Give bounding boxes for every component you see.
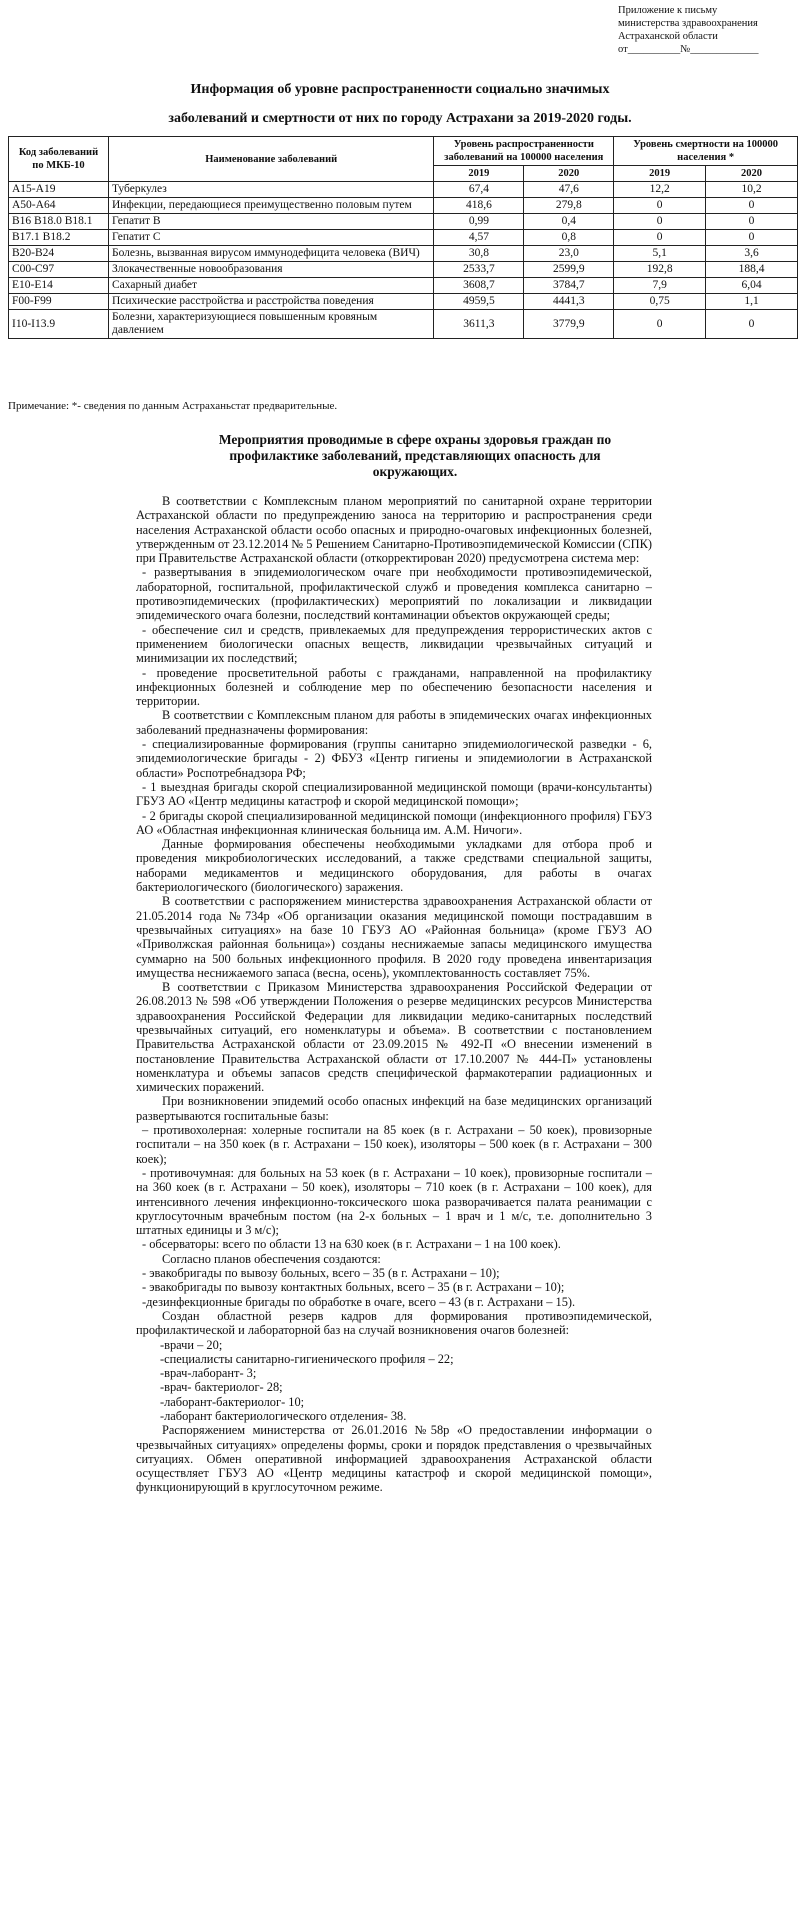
cell-prevalence-2020: 3784,7 (524, 278, 614, 294)
cell-mortality-2019: 0,75 (614, 294, 706, 310)
list-item: -лаборант бактериологического отделения- 38. (160, 1409, 407, 1423)
cell-disease-name: Туберкулез (108, 182, 433, 198)
paragraph: В соответствии с Комплексным планом для работы в эпидемических очагах инфекционных заболеваний предназначены формирования: (136, 708, 652, 737)
paragraph: - проведение просветительной работы с гражданами, направленной на профилактику инфекционных болезней и соблюдение мер по обеспечению безопасности населения и территории. (136, 665, 652, 709)
cell-disease-name: Злокачественные новообразования (108, 262, 433, 278)
cell-prevalence-2019: 3611,3 (434, 310, 524, 339)
paragraph: - противочумная: для больных на 53 коек (в г. Астрахани – 10 коек), провизорные госпитали – на 360 коек (в г. Астрахани – 50 коек), изоляторы – 710 коек (в г. Астрахани – 100 коек), для интенсивного лечения инфекционно-токсического шока разворачивается палата реанимации с круглосуточным врачебным постом (на 2-х больных – 1 врач и 1 м/с, т.е. дополнительно 3 штатных единицы и 3 м/с); (136, 1165, 652, 1238)
cell-mortality-2019: 7,9 (614, 278, 706, 294)
body-text (136, 494, 652, 1495)
cell-prevalence-2020: 3779,9 (524, 310, 614, 339)
cell-prevalence-2019: 0,99 (434, 214, 524, 230)
document-title-line-2: заболеваний и смертности от них по городу Астрахани за 2019-2020 годы. (168, 111, 632, 126)
cell-prevalence-2020: 23,0 (524, 246, 614, 262)
table-body (9, 182, 798, 339)
cell-disease-name: Инфекции, передающиеся преимущественно половым путем (108, 198, 433, 214)
cell-disease-name: Гепатит С (108, 230, 433, 246)
cell-mortality-2020: 0 (706, 214, 798, 230)
cell-code: B16 B18.0 B18.1 (9, 214, 109, 230)
header-mortality: Уровень смертности на 100000 населения * (614, 137, 798, 166)
cell-mortality-2019: 0 (614, 230, 706, 246)
cell-prevalence-2020: 4441,3 (524, 294, 614, 310)
attachment-line: от__________№_____________ (618, 44, 759, 55)
cell-mortality-2020: 0 (706, 230, 798, 246)
cell-disease-name: Сахарный диабет (108, 278, 433, 294)
table-row (9, 294, 798, 310)
cell-mortality-2019: 12,2 (614, 182, 706, 198)
cell-prevalence-2019: 2533,7 (434, 262, 524, 278)
header-year: 2019 (614, 166, 706, 182)
attachment-line: министерства здравоохранения (618, 18, 758, 29)
paragraph: В соответствии с Приказом Министерства здравоохранения Российской Федерации от 26.08.2013 № 598 «Об утверждении Положения о резерве медицинских ресурсов Министерства здравоохранения Российской Федерации для ликвидации медико-санитарных последствий чрезвычайных ситуаций, его номенклатуры и объема». В соответствии с постановлением Правительства Астраханской области от 23.09.2015 № 492-П «О внесении изменений в постановление Правительства Астраханской области от 17.10.2007 № 444-П» установлены номенклатура и объемы запасов средств специфической фармакотерапии радиационных и химических поражений. (136, 980, 652, 1095)
cell-prevalence-2020: 279,8 (524, 198, 614, 214)
cell-mortality-2020: 0 (706, 310, 798, 339)
cell-mortality-2020: 188,4 (706, 262, 798, 278)
cell-code: I10-I13.9 (9, 310, 109, 339)
cell-prevalence-2020: 0,8 (524, 230, 614, 246)
paragraph: - обсерваторы: всего по области 13 на 630 коек (в г. Астрахани – 1 на 100 коек). (142, 1237, 561, 1252)
header-year: 2019 (434, 166, 524, 182)
cell-disease-name: Болезнь, вызванная вирусом иммунодефицита человека (ВИЧ) (108, 246, 433, 262)
paragraph: Создан областной резерв кадров для формирования противоэпидемической, профилактической и лабораторной баз на случай возникновения очагов болезней: (136, 1308, 652, 1338)
paragraph: При возникновении эпидемий особо опасных инфекций на базе медицинских организаций развертываются госпитальные базы: (136, 1094, 652, 1123)
cell-prevalence-2019: 4,57 (434, 230, 524, 246)
paragraph: Данные формирования обеспечены необходимыми укладками для отбора проб и проведения микробиологических исследований, а также средствами специальной защиты, наборами медикаментов и медицинского оборудования, для работы в очагах бактериологического (биологического) заражения. (136, 837, 652, 895)
paragraph: В соответствии с распоряжением министерства здравоохранения Астраханской области от 21.05.2014 года №734р «Об организации оказания медицинской помощи пострадавшим в чрезвычайных ситуациях» на базе 10 ГБУЗ АО «Районная больница» (кроме ГБУЗ АО «Приволжская районная больница») созданы неснижаемые запасы медицинского имущества суммарно на 500 больных инфекционного профиля. В 2020 году проведена инвентаризация имущества неснижаемого запаса (весна, осень), укомплектованность составляет 75%. (136, 894, 652, 980)
paragraph: - специализированные формирования (группы санитарно эпидемиологической разведки - 6, эпидемиологические бригады - 2) ФБУЗ «Центр гигиены и эпидемиологии в Астраханской области» Роспотребнадзора РФ; (136, 737, 652, 780)
paragraph: - развертывания в эпидемиологическом очаге при необходимости противоэпидемической, лабораторной, госпитальной, профилактической служб и проведения комплекса санитарно – противоэпидемических (профилактических) мероприятий по локализации и ликвидации эпидемического очага болезни, последствий контаминации объектов окружающей среды; (136, 565, 652, 623)
paragraph: - эвакобригады по вывозу контактных больных, всего – 35 (в г. Астрахани – 10); (142, 1280, 565, 1295)
table-row (9, 262, 798, 278)
statistics-table (8, 136, 798, 339)
cell-prevalence-2019: 3608,7 (434, 278, 524, 294)
table-row (9, 246, 798, 262)
header-code: Код заболеваний по МКБ-10 (9, 137, 109, 182)
document-title-line-1: Информация об уровне распространенности социально значимых (190, 82, 610, 97)
cell-prevalence-2019: 418,6 (434, 198, 524, 214)
cell-prevalence-2019: 4959,5 (434, 294, 524, 310)
list-item: -врач-лаборант- 3; (160, 1366, 257, 1381)
table-row (9, 182, 798, 198)
cell-mortality-2019: 0 (614, 214, 706, 230)
cell-prevalence-2020: 0,4 (524, 214, 614, 230)
cell-prevalence-2020: 47,6 (524, 182, 614, 198)
list-item: -врач- бактериолог- 28; (160, 1380, 283, 1395)
paragraph: – противохолерная: холерные госпитали на 85 коек (в г. Астрахани – 50 коек), провизорные госпитали – на 350 коек (в г. Астрахани – 150 коек), изоляторы – 500 коек (в г. Астрахани – 300 коек); (136, 1123, 652, 1166)
list-item: -врачи – 20; (160, 1337, 223, 1352)
cell-mortality-2020: 1,1 (706, 294, 798, 310)
header-prevalence: Уровень распространенности заболеваний на 100000 населения (434, 137, 614, 166)
cell-code: B17.1 B18.2 (9, 230, 109, 246)
cell-prevalence-2019: 67,4 (434, 182, 524, 198)
cell-code: A15-A19 (9, 182, 109, 198)
table-row (9, 214, 798, 230)
paragraph: В соответствии с Комплексным планом мероприятий по санитарной охране территории Астраханской области по предупреждению заноса на территорию и распространения среди населения Астраханской области особо опасных и природно-очаговых инфекционных болезней, утвержденным от 23.12.2014 № 5 Решением Санитарно-Противоэпидемической Комиссии (СПК) при Правительстве Астраханской области (откорректирован 2020) предусмотрена система мер: (136, 494, 653, 566)
cell-code: C00-C97 (9, 262, 109, 278)
attachment-line: Астраханской области (618, 31, 718, 42)
paragraph: Согласно планов обеспечения создаются: (162, 1251, 381, 1266)
paragraph: - 2 бригады скорой специализированной медицинской помощи (инфекционного профиля) ГБУЗ АО «Областная инфекционная клиническая больница им. А.М. Ничоги». (136, 808, 652, 837)
table-row (9, 278, 798, 294)
cell-code: B20-B24 (9, 246, 109, 262)
cell-mortality-2020: 3,6 (706, 246, 798, 262)
header-year: 2020 (706, 166, 798, 182)
header-year: 2020 (524, 166, 614, 182)
table-note: Примечание: *- сведения по данным Астраханьстат предварительные. (8, 400, 338, 412)
attachment-block (618, 4, 794, 56)
paragraph: - 1 выездная бригады скорой специализированной медицинской помощи (врачи-консультанты) ГБУЗ АО «Центр медицины катастроф и скорой медицинской помощи»; (136, 779, 652, 809)
cell-code: A50-A64 (9, 198, 109, 214)
header-name: Наименование заболеваний (108, 137, 433, 182)
paragraph: - эвакобригады по вывозу больных, всего – 35 (в г. Астрахани – 10); (142, 1266, 500, 1281)
cell-prevalence-2019: 30,8 (434, 246, 524, 262)
cell-mortality-2020: 10,2 (706, 182, 798, 198)
cell-mortality-2019: 5,1 (614, 246, 706, 262)
cell-code: F00-F99 (9, 294, 109, 310)
table-row (9, 310, 798, 339)
paragraph: Распоряжением министерства от 26.01.2016 №58р «О предоставлении информации о чрезвычайных ситуациях» определены формы, сроки и порядок представления о чрезвычайных ситуациях. Обмен оперативной информацией здравоохранения Астраханской области осуществляет ГБУЗ АО «Центр медицины катастроф и скорой медицинской помощи», функционирующий в круглосуточном режиме. (136, 1423, 652, 1495)
cell-code: E10-E14 (9, 278, 109, 294)
paragraph: -дезинфекционные бригады по обработке в очаге, всего – 43 (в г. Астрахани – 15). (142, 1294, 576, 1309)
table-row (9, 230, 798, 246)
cell-disease-name: Болезни, характеризующиеся повышенным кровяным давлением (108, 310, 433, 339)
paragraph: - обеспечение сил и средств, привлекаемых для предупреждения террористических актов с применением биологически опасных веществ, ликвидации чрезвычайных ситуаций и минимизации их последствий; (136, 622, 652, 666)
cell-mortality-2020: 6,04 (706, 278, 798, 294)
cell-mortality-2019: 0 (614, 310, 706, 339)
cell-mortality-2019: 0 (614, 198, 706, 214)
section-title: Мероприятия проводимые в сфере охраны здоровья граждан по профилактике заболеваний, представляющих опасность для окружающих. (218, 432, 612, 479)
cell-disease-name: Гепатит В (108, 214, 433, 230)
table-row (9, 198, 798, 214)
cell-mortality-2019: 192,8 (614, 262, 706, 278)
attachment-line: Приложение к письму (618, 5, 718, 16)
list-item: -специалисты санитарно-гигиенического профиля – 22; (160, 1351, 454, 1366)
cell-prevalence-2020: 2599,9 (524, 262, 614, 278)
cell-mortality-2020: 0 (706, 198, 798, 214)
list-item: -лаборант-бактериолог- 10; (160, 1394, 305, 1409)
cell-disease-name: Психические расстройства и расстройства поведения (108, 294, 433, 310)
